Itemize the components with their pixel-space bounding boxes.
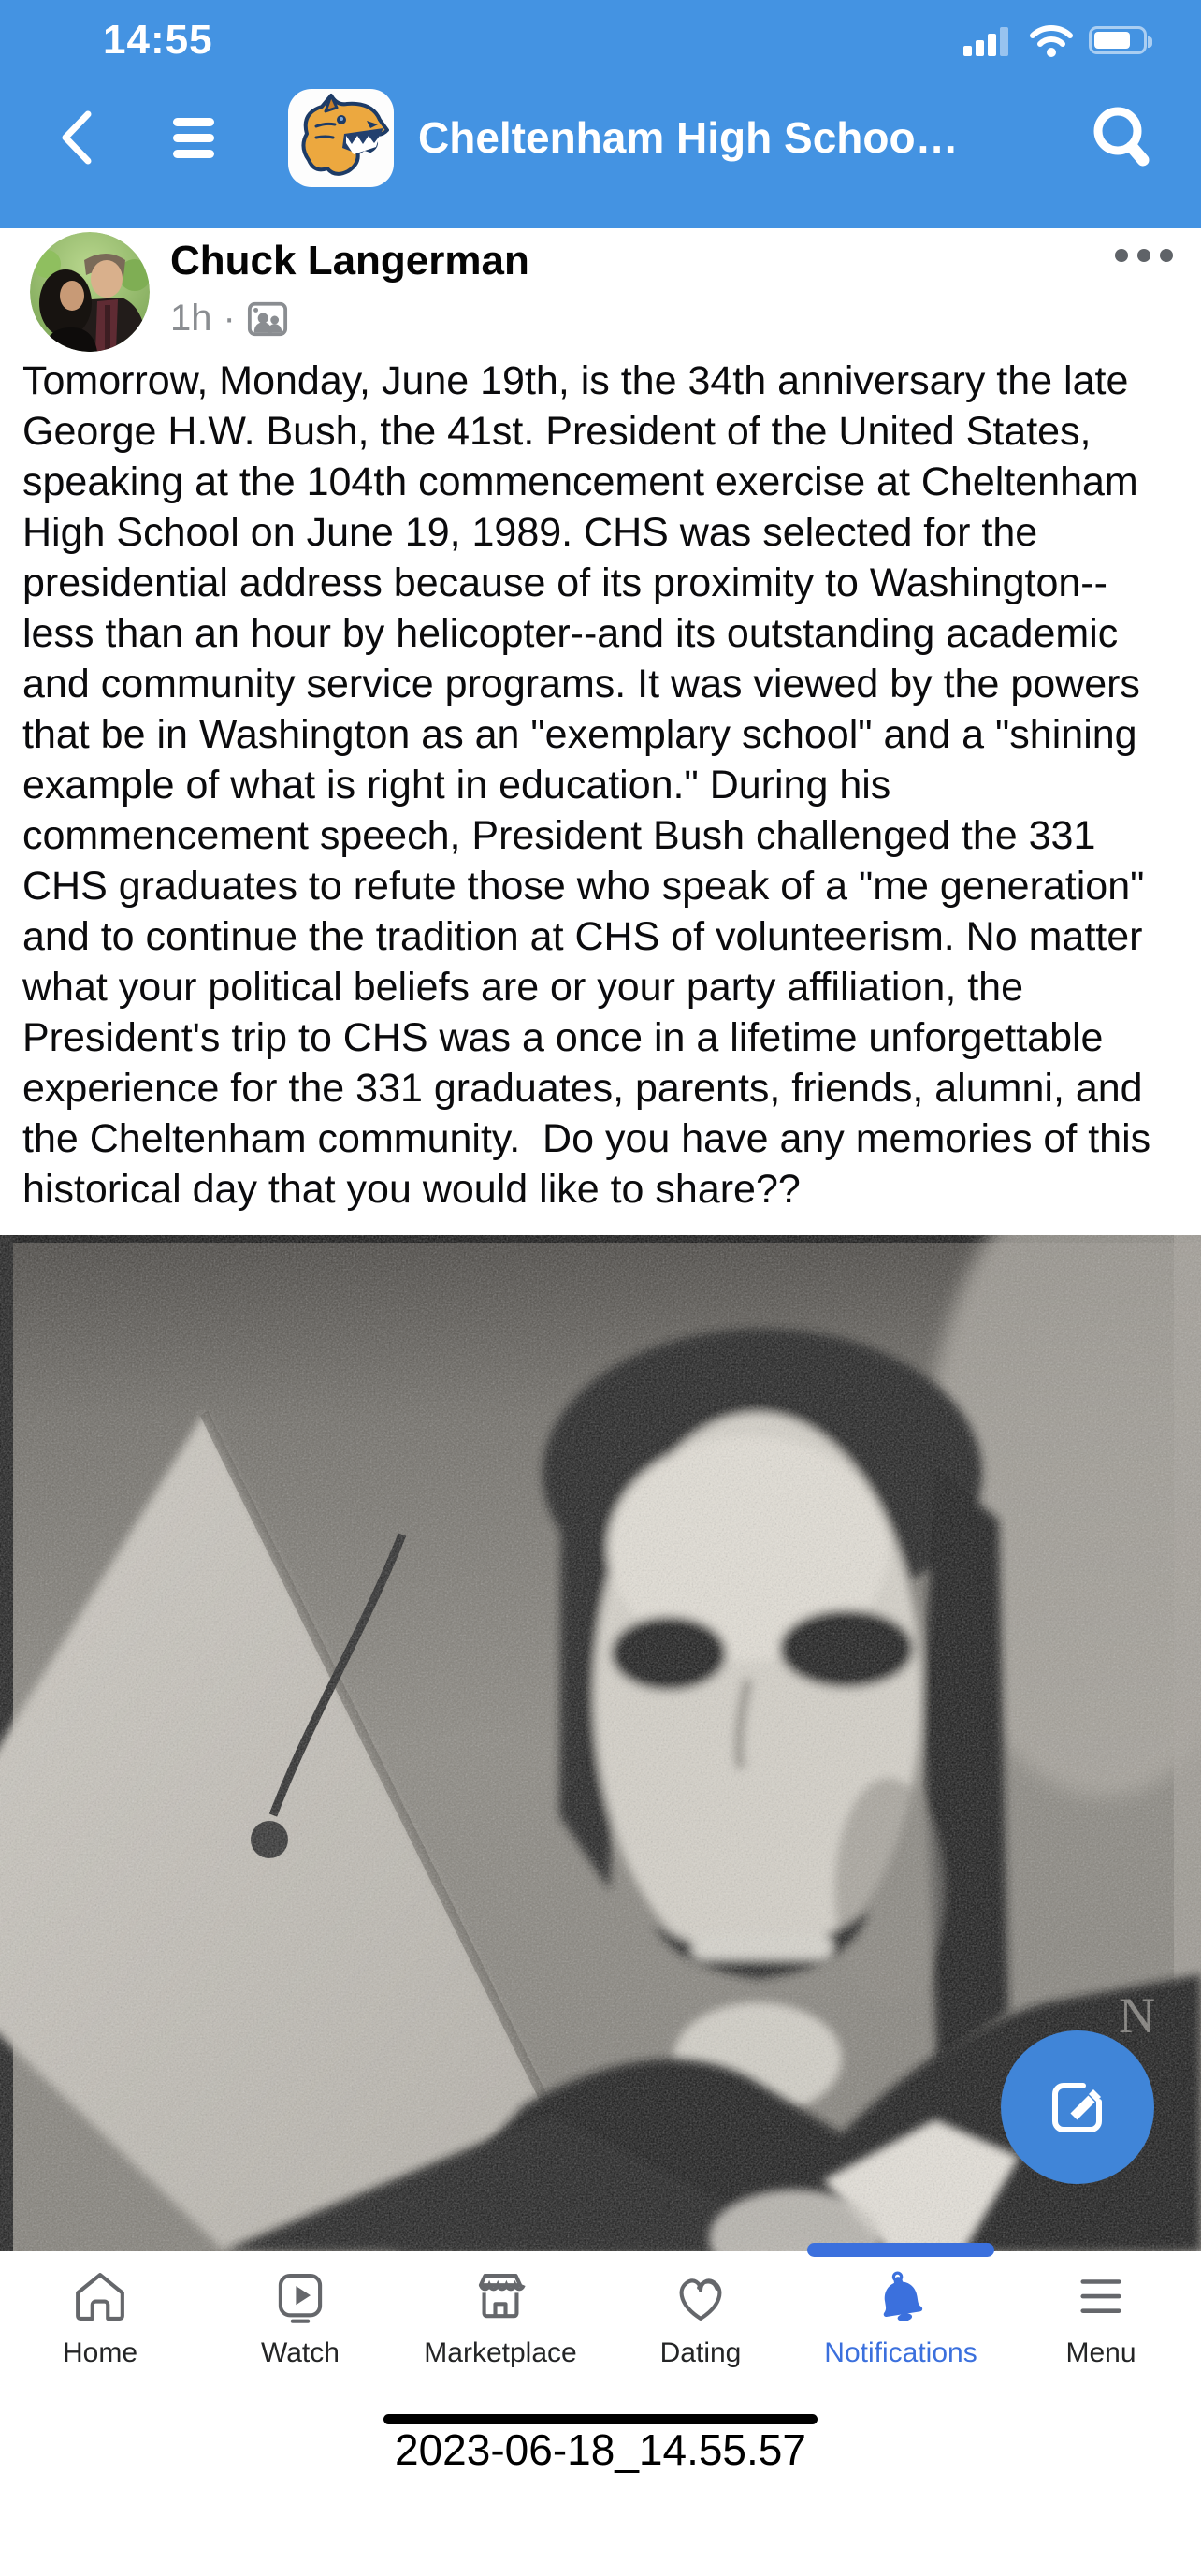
tab-dating-label: Dating (659, 2337, 742, 2368)
header-menu-button[interactable] (161, 110, 226, 165)
post-text: Tomorrow, Monday, June 19th, is the 34th anniversary the late George H.W. Bush, the 41st. President of the United States, speaking at the 104th commencement exercise at Cheltenham High School on June 19, 1989. CHS was selected for the presidential address because of its proximity to Washington--less than an hour by helicopter--and its outstanding academic and community service programs. It was viewed by the powers that be in Washington as an "exemplary school" and a "shining example of what is right in education." During his commencement speech, President Bush challenged the 331 CHS graduates to refute those who speak of a "me generation" and to continue the tradition at CHS of volunteerism. No matter what your political beliefs are or your party affiliation, the President's trip to CHS was a once in a lifetime unforgettable experience for the 331 graduates, parents, friends, alumni, and the Cheltenham community. Do you have any memories of this historical day that you would like to share?? (22, 358, 1163, 1212)
black-handle-bar (383, 2414, 818, 2424)
search-button[interactable] (1085, 106, 1160, 169)
wifi-icon (1027, 22, 1076, 58)
tab-marketplace-label: Marketplace (424, 2337, 577, 2368)
post-options-button[interactable] (1115, 232, 1173, 350)
video-play-icon (269, 2266, 331, 2328)
storefront-icon (470, 2266, 531, 2328)
home-icon (69, 2266, 131, 2328)
battery-icon (1089, 26, 1147, 54)
tab-marketplace[interactable] (400, 2251, 600, 2394)
avatar-photo (30, 232, 150, 352)
group-title[interactable]: Cheltenham High Schoo… (418, 113, 959, 162)
author-avatar[interactable] (30, 232, 150, 352)
cougar-mascot-icon (288, 89, 394, 187)
cellular-signal-icon (963, 23, 1014, 57)
clock: 14:55 (103, 17, 213, 63)
post-photo[interactable] (0, 1235, 1201, 2251)
author-name[interactable]: Chuck Langerman (170, 238, 529, 284)
bottom-tab-bar (0, 2251, 1201, 2394)
app-header (0, 0, 1201, 228)
bell-icon (870, 2266, 932, 2328)
time-ago: 1h (170, 298, 212, 339)
screenshot-footer (0, 2394, 1201, 2475)
menu-lines-icon (1070, 2266, 1132, 2328)
hamburger-icon (166, 110, 221, 165)
compose-post-button[interactable] (1001, 2030, 1154, 2184)
group-nav-row (0, 67, 1201, 208)
tab-menu[interactable] (1001, 2251, 1201, 2394)
post-meta (170, 298, 1115, 340)
post-byline (170, 232, 1115, 350)
post-header (0, 228, 1201, 350)
status-bar (0, 0, 1201, 67)
active-tab-indicator (807, 2243, 994, 2257)
tab-home-label: Home (62, 2337, 138, 2368)
status-icons (963, 22, 1147, 58)
tab-notifications-label: Notifications (824, 2337, 977, 2368)
magnifier-icon (1092, 106, 1152, 169)
tab-home[interactable] (0, 2251, 200, 2394)
back-button[interactable] (49, 109, 105, 167)
photo-watermark: N (1119, 1987, 1155, 2044)
tab-notifications[interactable] (801, 2251, 1001, 2394)
tab-menu-label: Menu (1065, 2337, 1136, 2368)
tab-watch[interactable] (200, 2251, 400, 2394)
meta-separator: · (223, 298, 236, 339)
group-logo[interactable] (288, 89, 394, 187)
group-audience-icon (247, 298, 288, 340)
tab-watch-label: Watch (261, 2337, 340, 2368)
screenshot-filename: 2023-06-18_14.55.57 (395, 2425, 806, 2474)
chevron-left-icon (58, 109, 95, 167)
heart-icon (670, 2266, 731, 2328)
tab-dating[interactable] (600, 2251, 801, 2394)
compose-icon (1042, 2072, 1113, 2143)
